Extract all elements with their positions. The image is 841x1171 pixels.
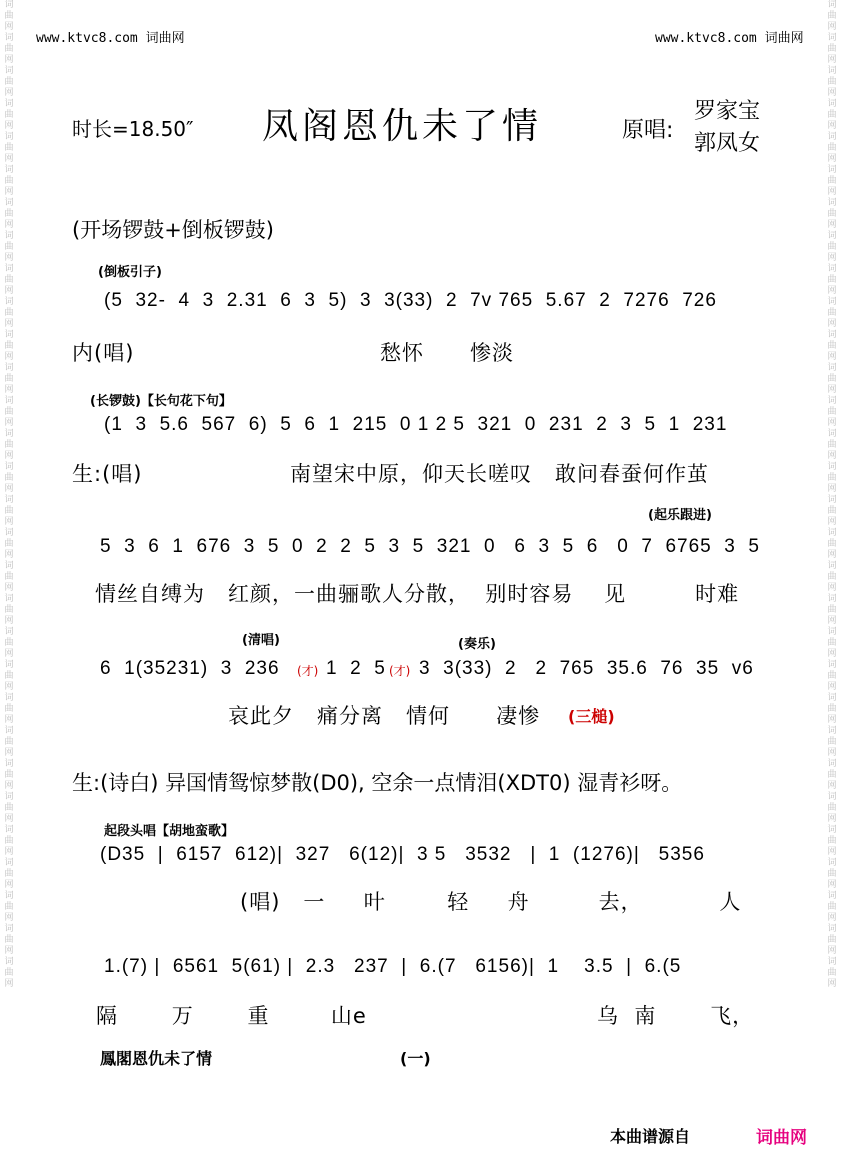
lyric-line: 愁怀 惨淡 — [380, 341, 515, 365]
watermark-left: 词曲网词曲网词曲网词曲网词曲网词曲网词曲网词曲网词曲网词曲网词曲网词曲网词曲网词曲网词曲网词曲网词曲网词曲网词曲网词曲网词曲网词曲网词曲网词曲网词曲网词曲网词曲网词曲网词曲网词曲网 — [4, 0, 14, 989]
section-mark: (倒板引子) — [98, 265, 162, 280]
singer-2: 郭凤女 — [694, 131, 761, 156]
lyric-line: 情丝自缚为 红颜，一曲骊歌人分散， 别时容易 见 时难 — [95, 582, 740, 606]
section-mark: (长锣鼓)【长句花下句】 — [90, 394, 232, 409]
percussion-tag: (三槌) — [568, 707, 615, 726]
singer-label: 原唱: — [622, 118, 674, 143]
cai-mark: (才) — [297, 664, 319, 678]
poem-line: 生:(诗白) 异国情鸳惊梦散(D0), 空余一点情泪(XDT0) 湿青衫呀。 — [72, 771, 683, 795]
notation-line: (D35 | 6157 612)| 327 6(12)| 3 5 3532 | 1 (1276)| 5356 — [100, 844, 705, 865]
notation-line: 1 2 5 — [326, 658, 386, 679]
singer-1: 罗家宝 — [694, 99, 761, 124]
cai-mark: (才) — [389, 664, 411, 678]
lyric-line: 哀此夕 痛分离 情何 凄惨 — [228, 704, 541, 728]
source-label: 本曲谱源自 — [610, 1127, 691, 1146]
intro-note: (开场锣鼓+倒板锣鼓) — [72, 218, 274, 242]
brand-link[interactable]: 词曲网 — [756, 1128, 807, 1148]
lyric-role: 内(唱) — [72, 341, 135, 365]
lyric-line: 南望宋中原，仰天长嗟叹 敢问春蚕何作茧 — [290, 462, 710, 486]
page-title: 凤阁恩仇未了情 — [262, 106, 543, 147]
notation-line: 3 3(33) 2 2 765 35.6 76 35 v6 — [419, 658, 754, 679]
lyric-line: 隔 万 重 山e 乌 南 飞， — [96, 1004, 755, 1028]
notation-line: 1.(7) | 6561 5(61) | 2.3 237 | 6.(7 6156)| 1 3.5 | 6.(5 — [104, 956, 682, 977]
duration: 时长=18.50″ — [72, 117, 194, 141]
section-mark: 起段头唱【胡地蛮歌】 — [104, 824, 235, 839]
notation-line: (1 3 5.6 567 6) 5 6 1 215 0 1 2 5 321 0 231 2 3 5 1 231 — [104, 414, 728, 435]
notation-line: (5 32- 4 3 2.31 6 3 5) 3 3(33) 2 7v 765 5.67 2 7276 726 — [104, 290, 717, 311]
notation-line: 6 1(35231) 3 236 — [100, 658, 280, 679]
notation-line: 5 3 6 1 676 3 5 0 2 2 5 3 5 321 0 6 3 5 6 0 7 6765 3 5 — [100, 536, 760, 557]
section-mark: (清唱) — [242, 633, 280, 648]
page-number: (一) — [400, 1049, 431, 1068]
section-mark: (起乐跟进) — [648, 508, 712, 523]
lyric-role: 生:(唱) — [72, 462, 143, 486]
site-url-right[interactable]: www.ktvc8.com 词曲网 — [655, 31, 804, 46]
watermark-right: 词曲网词曲网词曲网词曲网词曲网词曲网词曲网词曲网词曲网词曲网词曲网词曲网词曲网词曲网词曲网词曲网词曲网词曲网词曲网词曲网词曲网词曲网词曲网词曲网词曲网词曲网词曲网词曲网词曲网词曲网 — [827, 0, 837, 989]
site-url-left[interactable]: www.ktvc8.com 词曲网 — [36, 31, 185, 46]
footer-song-title: 鳳閣恩仇未了情 — [100, 1049, 213, 1068]
section-mark: (奏乐) — [458, 637, 496, 652]
lyric-line: (唱) 一 叶 轻 舟 去， 人 — [240, 890, 742, 914]
